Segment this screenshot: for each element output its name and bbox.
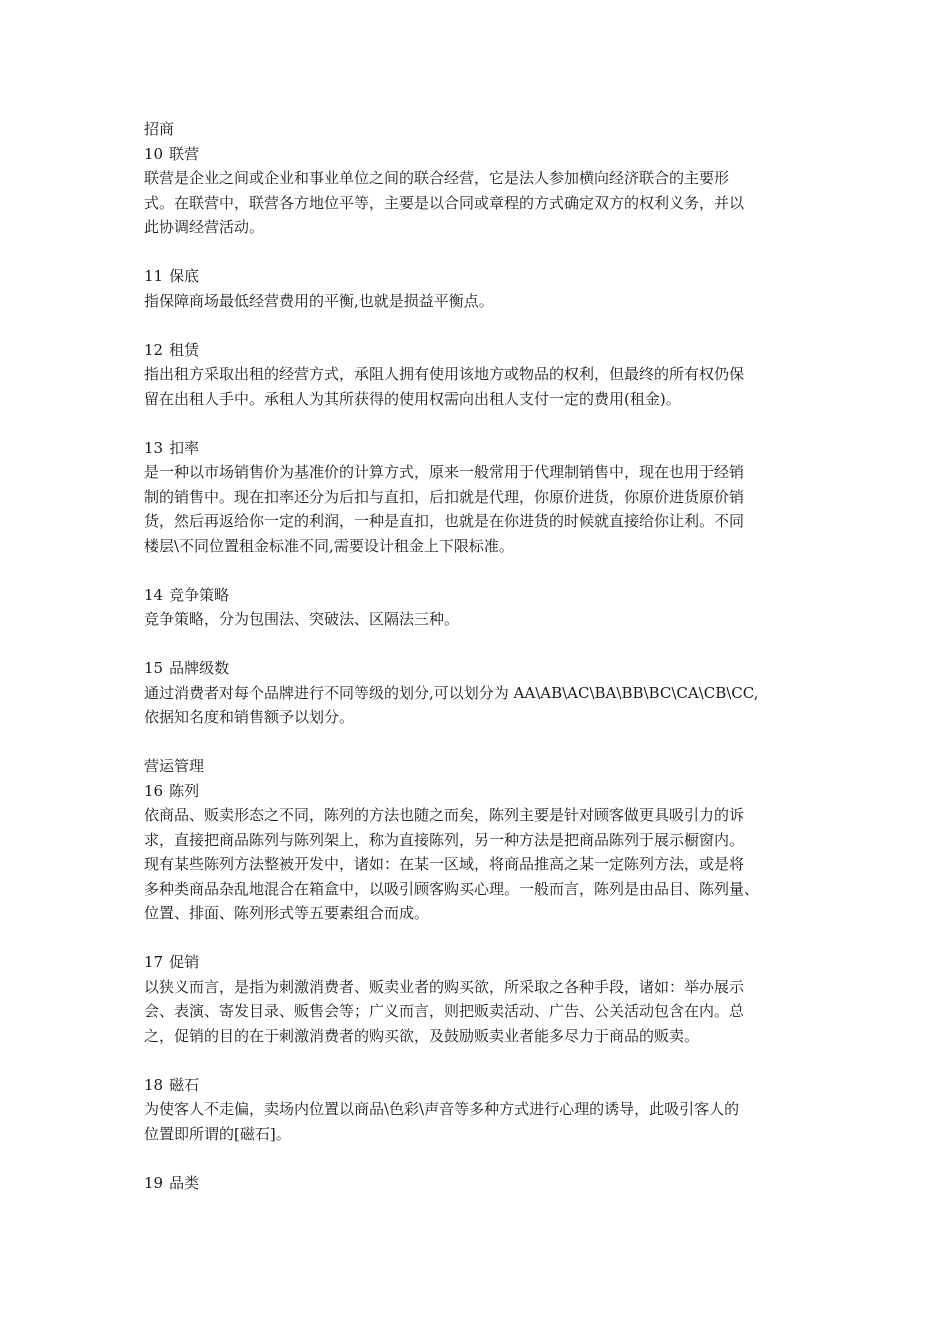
entry-text-line: 会、表演、寄发目录、贩售会等；广义而言，则把贩卖活动、广告、公关活动包含在内。总: [144, 1002, 745, 1020]
entry-number: 16: [144, 781, 164, 800]
entry-text-line: 楼层\不同位置租金标准不同,需要设计租金上下限标准。: [144, 536, 514, 555]
entry-text-line: 是一种以市场销售价为基准价的计算方式，原来一般常用于代理制销售中，现在也用于经销: [144, 463, 745, 481]
entry-heading-10: [144, 142, 812, 167]
paragraph-gap: [144, 1146, 812, 1171]
paragraph-gap: [144, 632, 812, 657]
entry-text-line: 之，促销的目的在于刺激消费者的购买欲，及鼓励贩卖业者能多尽力于商品的贩卖。: [144, 1026, 700, 1045]
entry-text-line: 通过消费者对每个品牌进行不同等级的划分,可以划分为 AA\AB\AC\BA\BB\BC\CA\CB\CC,: [144, 683, 759, 702]
entry-text-line: 竞争策略，分为包围法、突破法、区隔法三种。: [144, 610, 460, 628]
entry-text-line: 位置、排面、陈列形式等五要素组合而成。: [144, 904, 430, 922]
entry-text-line: 此协调经营活动。: [144, 218, 265, 236]
section-heading-investment: 招商: [144, 120, 175, 138]
entry-text-line: 以狭义而言，是指为刺激消费者、贩卖业者的购买欲，所采取之各种手段，诸如：举办展示: [144, 977, 745, 996]
entry-title: 联营: [169, 144, 200, 163]
entry-text-line: 货，然后再返给你一定的利润，一种是直扣，也就是在你进货的时候就直接给你让利。不同: [144, 512, 745, 530]
entry-number: 11: [144, 267, 164, 285]
entry-text-line: 依据知名度和销售额予以划分。: [144, 708, 355, 726]
entry-text-line: 指保障商场最低经营费用的平衡,也就是损益平衡点。: [144, 291, 494, 310]
entry-number: 15: [144, 659, 164, 677]
entry-number: 17: [144, 953, 164, 971]
entry-title: 竞争策略: [169, 585, 230, 604]
entry-number: 18: [144, 1075, 164, 1094]
paragraph-gap: [144, 313, 812, 338]
document-body: [144, 117, 812, 1195]
entry-text-line: 为使客人不走偏，卖场内位置以商品\色彩\声音等多种方式进行心理的诱导，此吸引客人的: [144, 1100, 740, 1118]
entry-text-line: 依商品、贩卖形态之不同，陈列的方法也随之而矣，陈列主要是针对顾客做更具吸引力的诉: [144, 806, 745, 824]
entry-text-line: 多种类商品杂乱地混合在箱盒中，以吸引顾客购买心理。一般而言，陈列是由品目、陈列量、: [144, 879, 760, 898]
entry-text-line: 联营是企业之间或企业和事业单位之间的联合经营，它是法人参加横向经济联合的主要形: [144, 169, 730, 187]
entry-text-line: 式。在联营中，联营各方地位平等，主要是以合同或章程的方式确定双方的权利义务，并以: [144, 193, 745, 212]
entry-title: 扣率: [169, 438, 200, 457]
entry-text-line: 留在出租人手中。承租人为其所获得的使用权需向出租人支付一定的费用(租金)。: [144, 389, 681, 408]
paragraph-gap: [144, 926, 812, 951]
entry-number: 14: [144, 585, 164, 604]
entry-heading-12: [144, 338, 812, 363]
section-heading-operations: 营运管理: [144, 757, 205, 775]
entry-title: 租赁: [169, 340, 200, 359]
entry-title: 磁石: [169, 1075, 200, 1094]
entry-heading-14: [144, 583, 812, 608]
entry-text-line: 求，直接把商品陈列与陈列架上，称为直接陈列，另一种方法是把商品陈列于展示橱窗内。: [144, 830, 745, 849]
paragraph-gap: [144, 730, 812, 755]
entry-number: 13: [144, 438, 164, 457]
entry-number: 10: [144, 144, 164, 163]
entry-text-line: 位置即所谓的[磁石]。: [144, 1124, 291, 1143]
paragraph-gap: [144, 240, 812, 265]
entry-heading-13: [144, 436, 812, 461]
entry-title: 陈列: [169, 781, 200, 800]
entry-text-line: 指出租方采取出租的经营方式，承阻人拥有使用该地方或物品的权利，但最终的所有权仍保: [144, 365, 745, 383]
entry-text-line: 现有某些陈列方法整被开发中，诸如：在某一区域，将商品推高之某一定陈列方法，或是将: [144, 855, 745, 873]
entry-heading-17: [144, 950, 812, 975]
entry-heading-19: [144, 1171, 812, 1196]
entry-heading-16: [144, 779, 812, 804]
paragraph-gap: [144, 1048, 812, 1073]
entry-title: 品类: [169, 1173, 200, 1192]
entry-heading-15: [144, 656, 812, 681]
entry-heading-18: [144, 1073, 812, 1098]
entry-title: 保底: [169, 267, 200, 285]
entry-title: 品牌级数: [169, 659, 230, 677]
paragraph-gap: [144, 558, 812, 583]
entry-text-line: 制的销售中。现在扣率还分为后扣与直扣，后扣就是代理，你原价进货，你原价进货原价销: [144, 487, 745, 506]
entry-heading-11: [144, 264, 812, 289]
paragraph-gap: [144, 411, 812, 436]
entry-number: 19: [144, 1173, 164, 1192]
entry-title: 促销: [169, 953, 200, 971]
entry-number: 12: [144, 340, 164, 359]
